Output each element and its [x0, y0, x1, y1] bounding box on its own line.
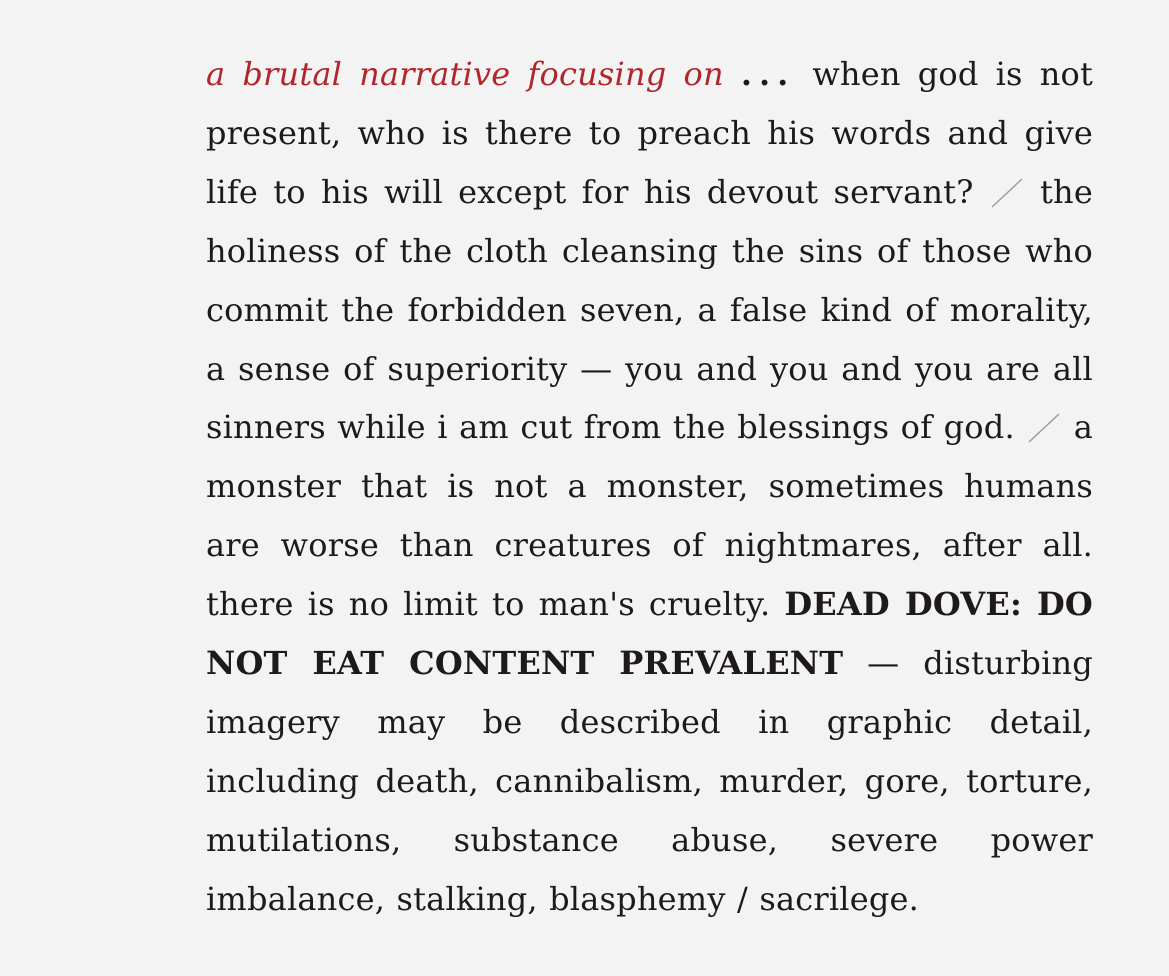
summary-segment-1: when god is not present, who is there to preach his words and give life to his will except for his devout servant? [206, 55, 1094, 211]
summary-paragraph [206, 45, 1093, 929]
slash-separator-icon [1026, 412, 1062, 444]
content-warning-detail: — disturbing imagery may be described in graphic detail, including death, cannibalism, murder, gore, torture, mutilations, substance abuse, severe power imbalance, stalking, blasphemy / sacrilege. [206, 644, 1093, 918]
summary-segment-2: the holiness of the cloth cleansing the sins of those who commit the forbidden seven, a false kind of morality, a sense of superiority — you and you and you are all sinners while i am cut from the blessings of god. [206, 172, 1094, 447]
ellipsis: ... [740, 55, 796, 93]
summary-segment-3: a monster that is not a monster, sometimes humans are worse than creatures of nightmares, after all. there is no limit to man's cruelty. [206, 408, 1093, 624]
content-warning-label: DEAD DOVE: DO NOT EAT CONTENT PREVALENT [206, 585, 1094, 683]
intro-phrase: a brutal narrative focusing on [206, 55, 724, 93]
slash-separator-icon [989, 177, 1025, 209]
